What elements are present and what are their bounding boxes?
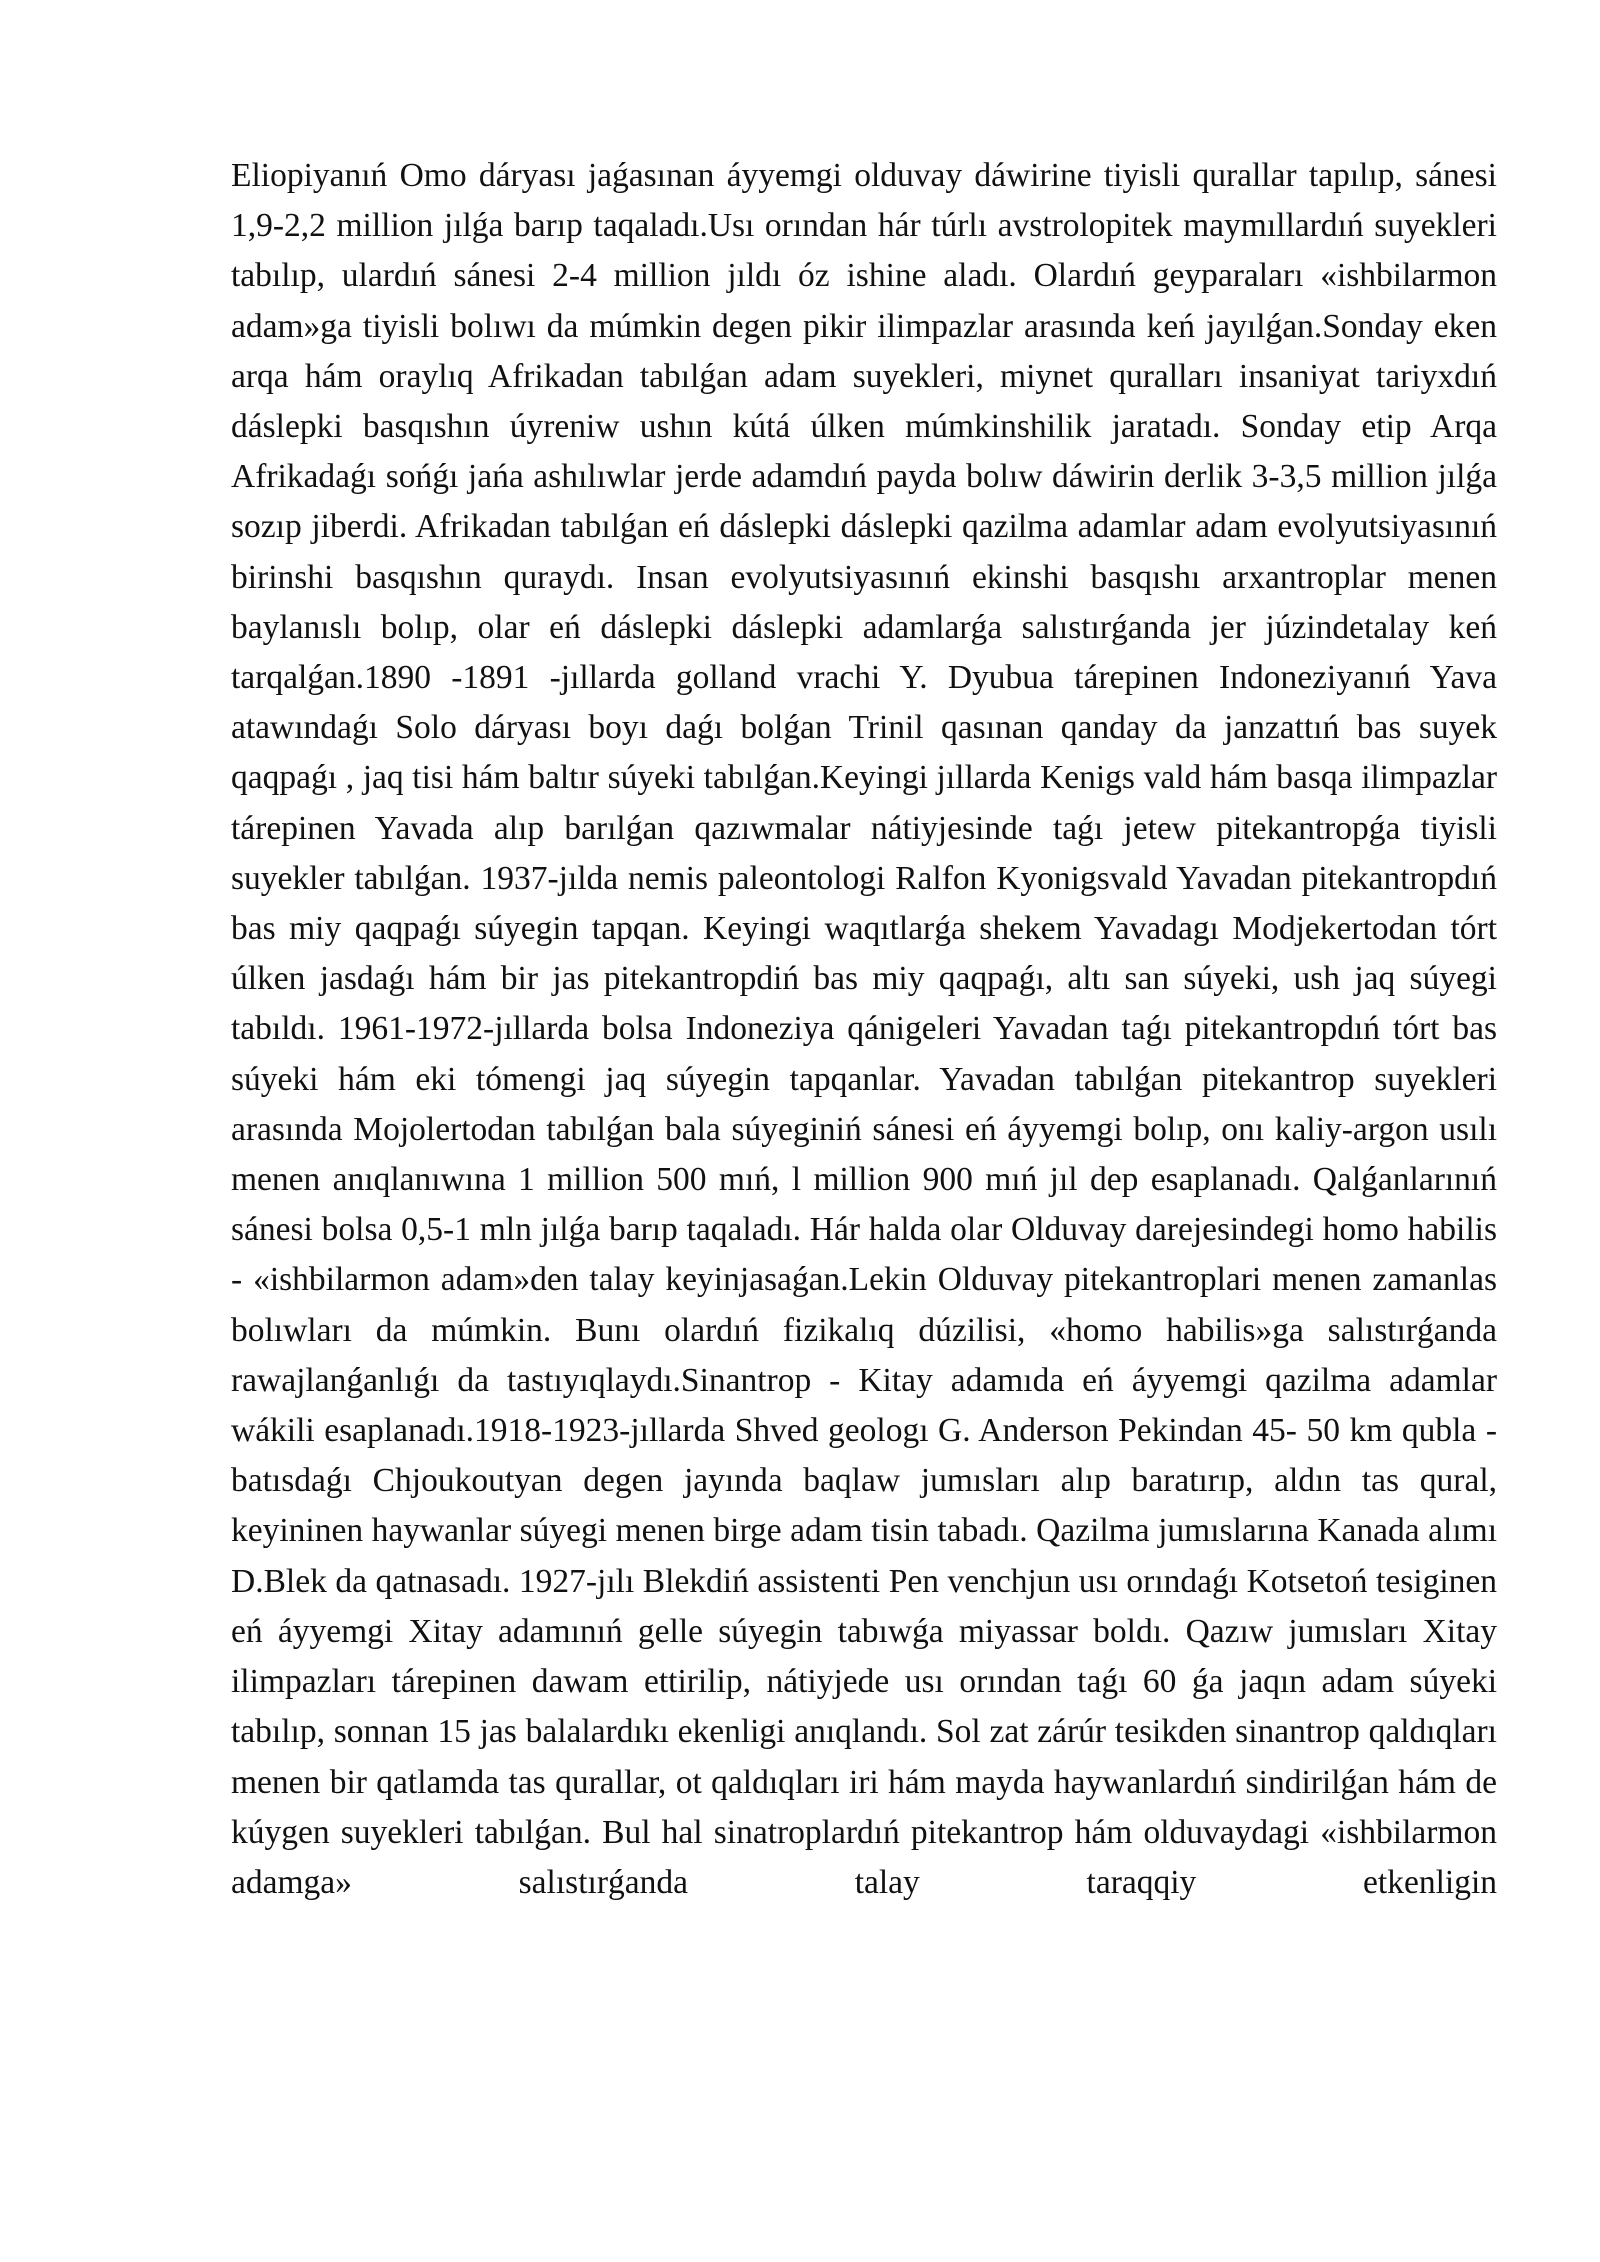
body-paragraph: Eliopiyanıń Omo dáryası jaǵasınan áyyemgi olduvay dáwirine tiyisli qurallar tapılıp, sánesi 1,9-2,2 million jılǵa barıp taqaladı.Usı orından hár túrlı avstrolopitek maymıllardıń suyekleri tabılıp, ulardıń sánesi 2-4 million jıldı óz ishine aladı. Olardıń geyparaları «ishbilarmon adam»ga tiyisli bolıwı da múmkin degen pikir ilimpazlar arasında keń jayılǵan.Sonday eken arqa hám oraylıq Afrikadan tabılǵan adam suyekleri, miynet quralları insaniyat tariyxdıń dáslepki basqıshın úyreniw ushın kútá úlken múmkinshilik jaratadı. Sonday etip Arqa Afrikadaǵı sońǵı jańa ashılıwlar jerde adamdıń payda bolıw dáwirin derlik 3-3,5 million jılǵa sozıp jiberdi. Afrikadan tabılǵan eń dáslepki dáslepki qazilma adamlar adam evolyutsiyasınıń birinshi basqıshın quraydı. Insan evolyutsiyasınıń ekinshi basqıshı arxantroplar menen baylanıslı bolıp, olar eń dáslepki dáslepki adamlarǵa salıstırǵanda jer júzindetalay keń tarqalǵan.1890 -1891 -jıllarda golland vrachi Y. Dyubua tárepinen Indoneziyanıń Yava atawındaǵı Solo dáryası boyı daǵı bolǵan Trinil qasınan qanday da janzattıń bas suyek qaqpaǵı , jaq tisi hám baltır súyeki tabılǵan.Keyingi jıllarda Kenigs vald hám basqa ilimpazlar tárepinen Yavada alıp barılǵan qazıwmalar nátiyjesinde taǵı jetew pitekantropǵa tiyisli suyekler tabılǵan. 1937-jılda nemis paleontologi Ralfon Kyonigsvald Yavadan pitekantropdıń bas miy qaqpaǵı súyegin tapqan. Keyingi waqıtlarǵa shekem Yavadagı Modjekertodan tórt úlken jasdaǵı hám bir jas pitekantropdiń bas miy qaqpaǵı, altı san súyeki, ush jaq súyegi tabıldı. 1961-1972-jıllarda bolsa Indoneziya qánigeleri Yavadan taǵı pitekantropdıń tórt bas súyeki hám eki tómengi jaq súyegin tapqanlar. Yavadan tabılǵan pitekantrop suyekleri arasında Mojolertodan tabılǵan bala súyeginiń sánesi eń áyyemgi bolıp, onı kaliy-argon usılı menen anıqlanıwına 1 million 500 mıń, l million 900 mıń jıl dep esaplanadı. Qalǵanlarınıń sánesi bolsa 0,5-1 mln jılǵa barıp taqaladı. Hár halda olar Olduvay darejesindegi homo habilis - «ishbilarmon adam»den talay keyinjasaǵan.Lekin Olduvay pitekantroplari menen zamanlas bolıwları da múmkin. Bunı olardıń fizikalıq dúzilisi, «homo habilis»ga salıstırǵanda rawajlanǵanlıǵı da tastıyıqlaydı.Sinantrop - Kitay adamıda eń áyyemgi qazilma adamlar wákili esaplanadı.1918-1923-jıllarda Shved geologı G. Anderson Pekindan 45- 50 km qubla -batısdaǵı Chjoukoutyan degen jayında baqlaw jumısları alıp baratırıp, aldın tas qural, keyininen haywanlar súyegi menen birge adam tisin tabadı. Qazilma jumıslarına Kanada alımı D.Blek da qatnasadı. 1927-jılı Blekdiń assistenti Pen venchjun usı orındaǵı Kotsetoń tesiginen eń áyyemgi Xitay adamınıń gelle súyegin tabıwǵa miyassar boldı. Qazıw jumısları Xitay ilimpazları tárepinen dawam ettirilip, nátiyjede usı orından taǵı 60 ǵa jaqın adam súyeki tabılıp, sonnan 15 jas balalardıkı ekenligi anıqlandı. Sol zat zárúr tesikden sinantrop qaldıqları menen bir qatlamda tas qurallar, ot qaldıqları iri hám mayda haywanlardıń sindirilǵan hám de kúygen suyekleri tabılǵan. Bul hal sinatroplardıń pitekantrop hám olduvaydagi «ishbilarmon adamga» salıstırǵanda talay taraqqiy etkenligin xyxy=(231,157,1497,1901)
